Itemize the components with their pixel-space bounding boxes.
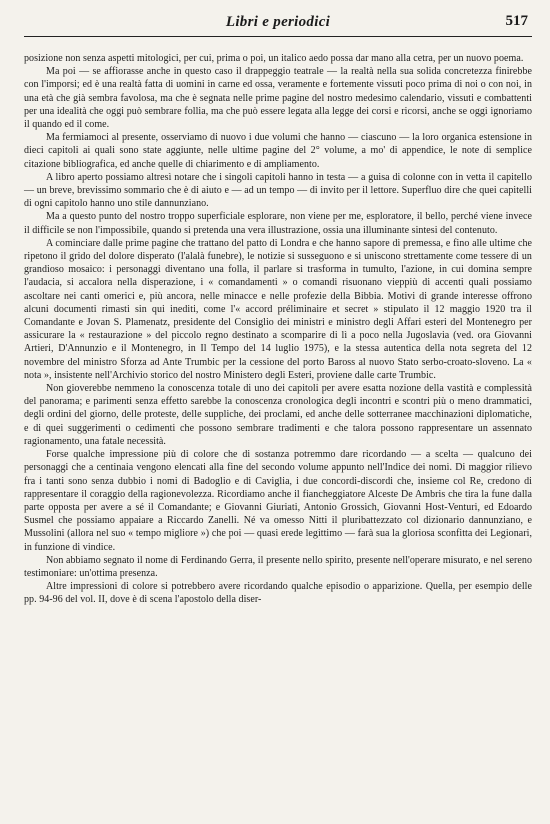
- paragraph: A cominciare dalle prime pagine che trattano del patto di Londra e che hanno sapore di premessa, e fino alle ultime che ripetono il grido del dolore disperato (l'alalà funebre), le notizie si susseguono e si uniscono strettamente come tessere di un grandioso mosaico: i personaggi diventano una folla, il parlare si trasforma in tumulto, l'azione, in cui domina sempre l'audacia, si accalora nella disperazione, i « comandamenti » o comandi risuonano vieppiù di accenti quali possiamo ascoltare nei canti omerici e, più ancora, nelle minacce e nelle profezie della Bibbia. Motivi di grande interesse offrono alcuni documenti rimasti sin qui inediti, come l'« accord préliminaire et secret » stipulato il 12 maggio 1920 tra il Comandante e Jovan S. Plamenatz, presidente del Consiglio dei ministri e ministro degli Affari esteri del Montenegro per assicurare la « restaurazione » del piccolo regno destinato a scomparire di lì a poco nella Jugoslavia (ved. ora Giovanni Artieri, D'Annunzio e il Montenegro, in Il Tempo del 14 luglio 1975), e la stessa autentica della nota segreta del 12 novembre del ministro Sforza ad Ante Trumbic per la cessione del porto Baross al nuovo Stato serbo-croato-sloveno. La « nota », insistente nell'Archivio storico del nostro Ministero degli Esteri, proviene dalle carte Trumbic.: [24, 237, 532, 381]
- page-header: [24, 12, 532, 37]
- page-number: 517: [505, 13, 528, 29]
- paragraph: Non abbiamo segnato il nome di Ferdinando Gerra, il presente nello spirito, presente nell'operare misurato, e nel sereno testimoniare: un'ottima presenza.: [24, 554, 532, 579]
- running-title: Libri e periodici: [225, 14, 331, 30]
- paragraph: A libro aperto possiamo altresì notare che i singoli capitoli hanno in testa — a guisa di colonne con in vetta il capitello — un breve, brevissimo sommario che è di aiuto e — ad un tempo — di invito per il lettore. Superfluo dire che quei capitelli di ogni capitolo hanno uno stile dannunziano.: [24, 171, 532, 210]
- body-text: [24, 52, 532, 820]
- paragraph: Forse qualche impressione più di colore che di sostanza potremmo dare ricordando — a scelta — qualcuno dei personaggi che a centinaia vengono elencati alla fine del secondo volume appunto nell'Indice dei nomi. Di maggior rilievo fra i tanti sono senza dubbio i nomi di Badoglio e di Caviglia, i due concordi-discordi che, insieme col Re, credono di rappresentare il coraggio della ragionevolezza. Ricordiamo anche il fiancheggiatore Alceste De Ambris che tira la fune dalla parte opposta per avere a sé il Comandante; e Giovanni Giuriati, Antonio Grossich, Giovanni Host-Venturi, ed Edoardo Susmel che possiamo appaiare a Riccardo Zanelli. Né va omesso Nitti il pluribattezzato col dizionario dannunziano, e Mussolini (allora nel suo « tempo migliore ») che poi — quasi erede legittimo — farà sua la gloriosa sconfitta dei Legionari, in funzione di vindice.: [24, 449, 532, 553]
- paragraph: Ma a questo punto del nostro troppo superficiale esplorare, non viene per me, esploratore, il bello, perché viene invece il difficile se non l'impossibile, quando si pretenda una vera illustrazione, ossia una illuminante sintesi del contenuto.: [24, 211, 532, 236]
- paragraph: Non gioverebbe nemmeno la conoscenza totale di uno dei capitoli per avere esatta nozione della vastità e complessità del panorama; e parimenti senza effetto sarebbe la conoscenza cronologica degli incontri e scontri più o meno drammatici, degli ordini del giorno, delle proteste, delle suppliche, dei proclami, ed anche delle sotterranee macchinazioni diplomatiche, e di quei suggerimenti o cedimenti che possono sembrare tradimenti e che talora possono rappresentare un assennato ragionamento, una fatale necessità.: [24, 383, 532, 447]
- paragraph: Ma fermiamoci al presente, osserviamo di nuovo i due volumi che hanno — ciascuno — la loro organica estensione in dieci capitoli ai quali sono state aggiunte, nelle ultime pagine del 2° volume, a mo' di appendice, le note di semplice citazione bibliografica, ed anche quelle di chiarimento e di ampliamento.: [24, 132, 532, 170]
- paragraph: Altre impressioni di colore si potrebbero avere ricordando qualche episodio o apparizione. Quella, per esempio delle pp. 94-96 del vol. II, dove è di scena l'apostolo della diser-: [24, 581, 532, 606]
- paragraph-continuation: posizione non senza aspetti mitologici, per cui, prima o poi, un italico aedo possa dar mano alla cetra, per un nuovo poema.: [24, 53, 524, 64]
- paragraph: Ma poi — se affiorasse anche in questo caso il drappeggio teatrale — la realtà nella sua solida concretezza finirebbe con l'imporsi; ed è una realtà fatta di uomini in carne ed ossa, veramente e fortemente vissuti poco prima di noi o con noi, in una età che già sembra favolosa, ma che è segnata nelle prime pagine del nostro medesimo calendario, vissuti e combattenti per una idealità che oggi può sembrare follia, ma che può essere legata alla legge dei corsi e ricorsi, anche se oggi ignoriamo il quando ed il come.: [24, 66, 532, 131]
